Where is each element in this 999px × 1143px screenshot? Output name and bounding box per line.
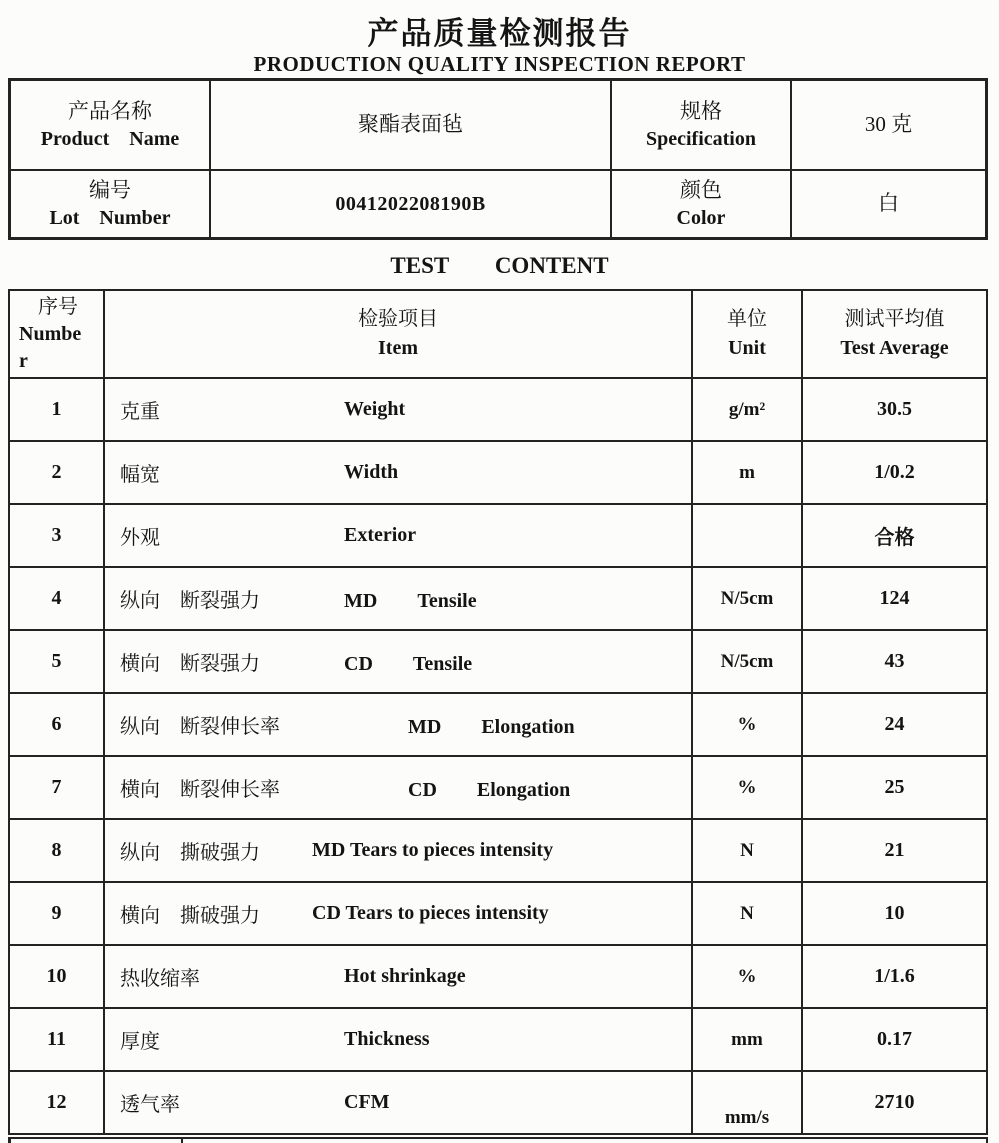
item-cell: 横向 断裂强力 CD Tensile: [105, 631, 693, 692]
item-cell: 幅宽 Width: [105, 442, 693, 503]
specification-value: 30 克: [792, 81, 985, 171]
lot-number-value: 0041202208190B: [211, 171, 612, 237]
item-cell: 横向 断裂伸长率 CD Elongation: [105, 757, 693, 818]
product-name-label: [11, 81, 211, 171]
item-cell: 厚度 Thickness: [105, 1009, 693, 1070]
item-cell: 克重 Weight: [105, 379, 693, 440]
header-item: 检验项目 Item: [105, 291, 693, 377]
specification-label: [612, 81, 792, 171]
table-row: 1 克重 Weight g/m² 30.5: [10, 377, 986, 440]
value-cell: 合格: [874, 527, 915, 549]
item-cell: 热收缩率 Hot shrinkage: [105, 946, 693, 1007]
unit-cell: %: [693, 694, 803, 755]
value-cell: 25: [884, 776, 905, 798]
item-cell: 纵向 断裂强力 MD Tensile: [105, 568, 693, 629]
unit-cell: N/5cm: [693, 631, 803, 692]
value-cell: 21: [884, 839, 905, 861]
unit-cell: %: [693, 757, 803, 818]
specification-label-en: Specification: [646, 127, 756, 150]
unit-cell: N/5cm: [693, 568, 803, 629]
product-name-value: 聚酯表面毡: [211, 81, 612, 171]
unit-cell: N: [693, 820, 803, 881]
header-unit: 单位 Unit: [693, 291, 803, 377]
value-cell: 30.5: [877, 398, 912, 420]
table-row: 3 外观 Exterior 合格: [10, 503, 986, 566]
product-name-label-cn: 产品名称: [68, 99, 152, 124]
value-cell: 1/0.2: [874, 461, 915, 483]
page-subtitle: PRODUCTION QUALITY INSPECTION REPORT: [253, 52, 746, 76]
unit-cell: %: [693, 946, 803, 1007]
partial-row-divider: [181, 1139, 183, 1143]
color-label: [612, 171, 792, 237]
color-label-en: Color: [676, 206, 726, 229]
next-row-partial: [8, 1137, 988, 1143]
header-test-average: 测试平均值 Test Average: [840, 308, 949, 359]
value-cell: 124: [879, 587, 910, 609]
page-title: 产品质量检测报告: [367, 16, 632, 51]
table-row: 8 纵向 撕破强力 MD Tears to pieces intensity N 21: [10, 818, 986, 881]
table-row: 12 透气率 CFM mm/s 2710: [10, 1070, 986, 1133]
unit-cell: mm/s: [693, 1072, 803, 1133]
value-cell: 1/1.6: [874, 965, 915, 987]
item-cell: 外观 Exterior: [105, 505, 693, 566]
table-row: 7 横向 断裂伸长率 CD Elongation % 25: [10, 755, 986, 818]
value-cell: 24: [884, 713, 905, 735]
table-row: 5 横向 断裂强力 CD Tensile N/5cm 43: [10, 629, 986, 692]
item-cell: 纵向 断裂伸长率 MD Elongation: [105, 694, 693, 755]
table-row: 2 幅宽 Width m 1/0.2: [10, 440, 986, 503]
table-row: 10 热收缩率 Hot shrinkage % 1/1.6: [10, 944, 986, 1007]
value-cell: 2710: [874, 1091, 915, 1113]
table-row: 9 横向 撕破强力 CD Tears to pieces intensity N 10: [10, 881, 986, 944]
item-cell: 横向 撕破强力 CD Tears to pieces intensity: [105, 883, 693, 944]
item-cell: 纵向 撕破强力 MD Tears to pieces intensity: [105, 820, 693, 881]
lot-number-label: [11, 171, 211, 237]
value-cell: 0.17: [877, 1028, 912, 1050]
color-label-cn: 颜色: [680, 178, 722, 203]
unit-cell: g/m²: [693, 379, 803, 440]
unit-cell: m: [693, 442, 803, 503]
item-cell: 透气率 CFM: [105, 1072, 693, 1133]
table-row: 11 厚度 Thickness mm 0.17: [10, 1007, 986, 1070]
section-heading: TEST CONTENT: [390, 253, 609, 278]
value-cell: 10: [884, 902, 905, 924]
header-number: 序号 Number: [10, 291, 105, 377]
product-info-table: [8, 78, 988, 240]
test-content-table: [8, 289, 988, 1135]
unit-cell: N: [693, 883, 803, 944]
product-name-label-en: Product Name: [40, 127, 180, 150]
value-cell: 43: [884, 650, 905, 672]
table-row: 4 纵向 断裂强力 MD Tensile N/5cm 124: [10, 566, 986, 629]
unit-cell: [693, 505, 803, 566]
specification-label-cn: 规格: [680, 99, 722, 124]
unit-cell: mm: [693, 1009, 803, 1070]
table-row: 6 纵向 断裂伸长率 MD Elongation % 24: [10, 692, 986, 755]
lot-number-label-cn: 编号: [89, 178, 131, 203]
color-value: 白: [878, 191, 899, 216]
table-header-row: [10, 291, 986, 377]
lot-number-label-en: Lot Number: [49, 206, 171, 229]
